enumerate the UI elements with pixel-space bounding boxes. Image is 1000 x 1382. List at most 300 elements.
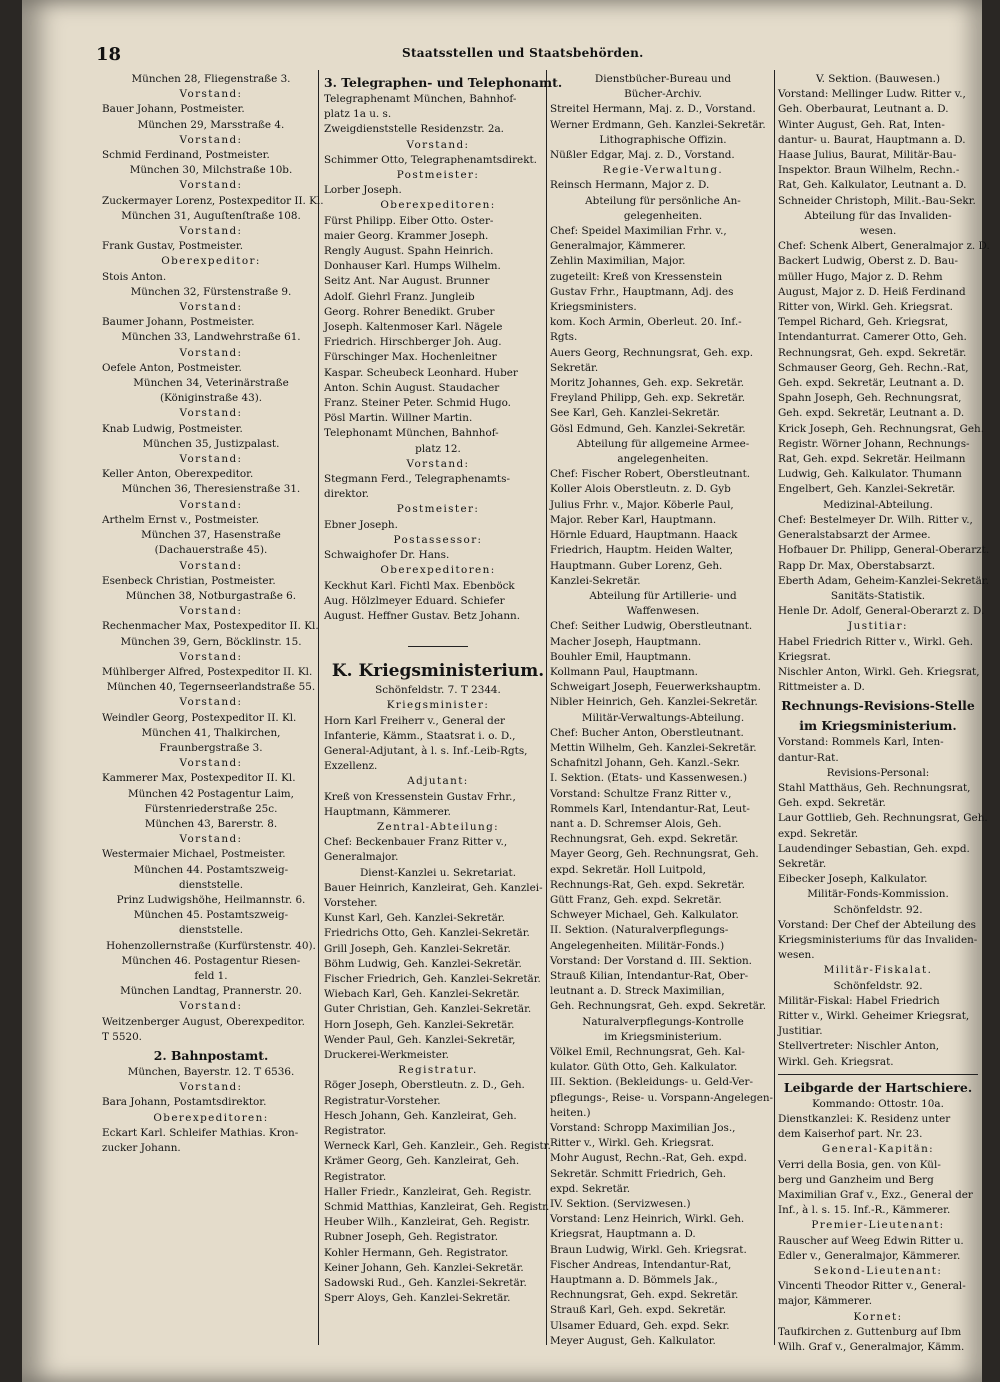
entry-line: August, Major z. D. Heiß Ferdinand bbox=[778, 285, 966, 298]
centered-line: Justitiar: bbox=[848, 620, 908, 633]
centered-line: feld 1. bbox=[194, 969, 228, 982]
entry-line: Registrator. bbox=[324, 1125, 387, 1137]
centered-line: V. Sektion. (Bauwesen.) bbox=[815, 73, 941, 85]
entry-line: Rommels Karl, Intendantur-Rat, Leut- bbox=[550, 802, 750, 815]
section-heading: 3. Telegraphen- und Telephonamt. bbox=[324, 75, 563, 90]
entry-line: Schneider Christoph, Milit.-Bau-Sekr. bbox=[778, 194, 976, 207]
centered-line: Schönfeldstr. 92. bbox=[833, 979, 923, 992]
centered-line: Vorstand: bbox=[179, 605, 243, 618]
entry-line: Röger Joseph, Oberstleutn. z. D., Geh. bbox=[324, 1079, 525, 1092]
entry-line: August. Heffner Gustav. Betz Johann. bbox=[324, 609, 521, 622]
entry-line: Infanterie, Kämm., Staatsrat i. o. D., bbox=[324, 729, 516, 742]
entry-line: leutnant a. D. Streck Maximilian, bbox=[550, 985, 725, 998]
centered-line: (Dachauerstraße 45). bbox=[154, 544, 268, 557]
section-heading: im Kriegsministerium. bbox=[799, 718, 957, 734]
entry-line: Chef: Bucher Anton, Oberstleutnant. bbox=[550, 726, 744, 739]
entry-line: Kriegsrat. bbox=[778, 650, 831, 663]
entry-line: Laur Gottlieb, Geh. Rechnungsrat, Geh. bbox=[778, 812, 988, 825]
entry-line: Wilh. Graf v., Generalmajor, Kämm. bbox=[778, 1341, 965, 1354]
entry-line: Stois Anton. bbox=[102, 270, 167, 283]
entry-line: Chef: Seither Ludwig, Oberstleutnant. bbox=[550, 620, 753, 633]
entry-line: Arthelm Ernst v., Postmeister. bbox=[102, 513, 260, 526]
entry-line: müller Hugo, Major z. D. Rehm bbox=[778, 270, 943, 283]
entry-line: Laudendinger Sebastian, Geh. expd. bbox=[778, 842, 970, 855]
entry-line: Vorstand: Der Vorstand d. III. Sektion. bbox=[550, 954, 752, 967]
entry-line: Kriegsministers. bbox=[550, 301, 637, 314]
entry-line: Mettin Wilhelm, Geh. Kanzlei-Sekretär. bbox=[550, 741, 757, 754]
entry-line: Koller Alois Oberstleutn. z. D. Gyb bbox=[550, 483, 731, 496]
entry-line: Generalmajor, Kämmerer. bbox=[550, 240, 686, 253]
centered-line: Abteilung für allgemeine Armee- bbox=[576, 437, 750, 450]
centered-line: München 30, Milchstraße 10b. bbox=[129, 164, 293, 177]
centered-line: Dienst-Kanzlei u. Sekretariat. bbox=[359, 866, 517, 879]
entry-line: Rengly August. Spahn Heinrich. bbox=[324, 245, 494, 258]
entry-line: Krick Joseph, Geh. Rechnungsrat, Geh. bbox=[778, 422, 985, 435]
entry-line: II. Sektion. (Naturalverpflegungs- bbox=[550, 924, 729, 937]
entry-line: Bauer Johann, Postmeister. bbox=[102, 103, 245, 116]
entry-line: Kriegsrat, Hauptmann a. D. bbox=[550, 1228, 696, 1241]
entry-line: Inf., à l. s. 15. Inf.-R., Kämmerer. bbox=[778, 1204, 951, 1217]
entry-line: Chef: Speidel Maximilian Frhr. v., bbox=[550, 225, 727, 238]
entry-line: Sadowski Rud., Geh. Kanzlei-Sekretär. bbox=[324, 1277, 527, 1290]
entry-line: Keller Anton, Oberexpeditor. bbox=[102, 468, 254, 481]
entry-line: Mohr August, Rechn.-Rat, Geh. expd. bbox=[550, 1152, 747, 1165]
entry-line: Nüßler Edgar, Maj. z. D., Vorstand. bbox=[550, 149, 735, 162]
entry-line: Rat, Geh. expd. Sekretär. Heilmann bbox=[778, 453, 966, 466]
entry-line: Schmauser Georg, Geh. Rechn.-Rat, bbox=[778, 361, 969, 374]
centered-line: Revisions-Personal: bbox=[826, 766, 930, 779]
centered-line: München 46. Postagentur Riesen- bbox=[121, 954, 301, 967]
entry-line: Frank Gustav, Postmeister. bbox=[102, 240, 244, 253]
entry-line: direktor. bbox=[324, 488, 369, 501]
entry-line: Geh. expd. Sekretär, Leutnant a. D. bbox=[778, 377, 965, 390]
centered-line: (Königinstraße 43). bbox=[159, 392, 263, 405]
entry-line: Henle Dr. Adolf, General-Oberarzt z. D. bbox=[778, 605, 985, 618]
entry-line: Friedrich. Hirschberger Joh. Aug. bbox=[324, 336, 502, 349]
entry-line: Major. Reber Karl, Hauptmann. bbox=[550, 513, 717, 526]
entry-line: Donhauser Karl. Humps Wilhelm. bbox=[324, 260, 501, 273]
entry-line: T 5520. bbox=[102, 1030, 142, 1043]
centered-line: Vorstand: bbox=[179, 757, 243, 770]
entry-line: Strauß Kilian, Intendantur-Rat, Ober- bbox=[550, 969, 749, 982]
entry-line: Nischler Anton, Wirkl. Geh. Kriegsrat, bbox=[778, 665, 980, 678]
entry-line: Krämer Georg, Geh. Kanzleirat, Geh. bbox=[324, 1155, 520, 1168]
entry-line: Haase Julius, Baurat, Militär-Bau- bbox=[778, 149, 957, 162]
entry-line: Taufkirchen z. Guttenburg auf Ibm bbox=[778, 1325, 962, 1338]
entry-line: Kammerer Max, Postexpeditor II. Kl. bbox=[102, 772, 296, 785]
centered-line: München Landtag, Prannerstr. 20. bbox=[120, 985, 302, 998]
entry-line: Sekretär. bbox=[550, 361, 599, 374]
entry-line: Reinsch Hermann, Major z. D. bbox=[550, 179, 710, 192]
directory-page bbox=[22, 0, 990, 1382]
entry-line: expd. Sekretär. bbox=[550, 1182, 631, 1195]
centered-line: Kriegsminister: bbox=[386, 699, 490, 712]
entry-line: Chef: Fischer Robert, Oberstleutnant. bbox=[550, 468, 751, 481]
centered-line: Prinz Ludwigshöhe, Heilmannstr. 6. bbox=[116, 893, 306, 906]
centered-line: Fraunbergstraße 3. bbox=[159, 741, 263, 754]
centered-line: Kommando: Ottostr. 10a. bbox=[812, 1097, 944, 1110]
entry-line: Ebner Joseph. bbox=[324, 518, 398, 531]
centered-line: Kornet: bbox=[853, 1310, 903, 1323]
centered-line: München 34, Veterinärstraße bbox=[133, 377, 289, 390]
entry-line: Hauptmann, Kämmerer. bbox=[324, 805, 451, 818]
entry-line: Winter August, Geh. Rat, Inten- bbox=[778, 118, 945, 131]
entry-line: Wirkl. Geh. Kriegsrat. bbox=[778, 1055, 894, 1068]
centered-line: München 41, Thalkirchen, bbox=[141, 726, 281, 739]
entry-line: Inspektor. Braun Wilhelm, Rechn.- bbox=[778, 164, 960, 177]
centered-line: München 28, Fliegenstraße 3. bbox=[131, 73, 291, 85]
entry-line: Wender Paul, Geh. Kanzlei-Sekretär, bbox=[324, 1033, 516, 1046]
entry-line: Chef: Bestelmeyer Dr. Wilh. Ritter v., bbox=[778, 513, 973, 526]
entry-line: Kreß von Kressenstein Gustav Frhr., bbox=[324, 790, 516, 803]
entry-line: Horn Joseph, Geh. Kanzlei-Sekretär. bbox=[324, 1018, 515, 1031]
entry-line: Böhm Ludwig, Geh. Kanzlei-Sekretär. bbox=[324, 957, 522, 970]
entry-line: Vorstand: Schropp Maximilian Jos., bbox=[550, 1122, 736, 1135]
entry-line: Ulsamer Eduard, Geh. expd. Sekr. bbox=[550, 1319, 730, 1332]
centered-line: München 40, Tegernseerlandstraße 55. bbox=[106, 681, 316, 694]
entry-line: Ritter von, Wirkl. Geh. Kriegsrat. bbox=[778, 301, 953, 314]
centered-line: Abteilung für persönliche An- bbox=[585, 194, 741, 207]
entry-line: Telegraphenamt München, Bahnhof- bbox=[324, 93, 517, 105]
centered-line: Fürstenriederstraße 25c. bbox=[144, 802, 278, 815]
entry-line: Exzellenz. bbox=[324, 760, 378, 773]
entry-line: I. Sektion. (Etats- und Kassenwesen.) bbox=[550, 772, 748, 785]
centered-line: München, Bayerstr. 12. T 6536. bbox=[127, 1066, 295, 1078]
entry-line: Spahn Joseph, Geh. Rechnungsrat, bbox=[778, 392, 962, 405]
centered-line: Dienstbücher-Bureau und bbox=[594, 73, 732, 85]
entry-line: Fischer Andreas, Intendantur-Rat, bbox=[550, 1258, 732, 1271]
centered-line: Vorstand: bbox=[179, 498, 243, 511]
entry-line: IV. Sektion. (Servizwesen.) bbox=[550, 1198, 691, 1211]
entry-line: Druckerei-Werkmeister. bbox=[324, 1048, 449, 1061]
centered-line: München 39, Gern, Böcklinstr. 15. bbox=[120, 635, 302, 648]
centered-line: München 29, Marsstraße 4. bbox=[137, 118, 285, 131]
entry-line: Registr. Wörner Johann, Rechnungs- bbox=[778, 437, 970, 450]
entry-line: Kohler Hermann, Geh. Registrator. bbox=[324, 1246, 509, 1259]
entry-line: Rechenmacher Max, Postexpeditor II. Kl. bbox=[102, 620, 319, 633]
entry-line: Rechnungsrat, Geh. expd. Sekretär. bbox=[550, 1289, 739, 1302]
entry-line: Moritz Johannes, Geh. exp. Sekretär. bbox=[550, 377, 745, 390]
centered-line: Waffenwesen. bbox=[626, 605, 700, 618]
centered-line: München 37, Hasenstraße bbox=[141, 529, 281, 542]
centered-line: München 33, Landwehrstraße 61. bbox=[121, 331, 301, 344]
entry-line: Stegmann Ferd., Telegraphenamts- bbox=[324, 473, 510, 486]
entry-line: Zehlin Maximilian, Major. bbox=[550, 255, 686, 268]
centered-line: München 38, Notburgastraße 6. bbox=[125, 589, 297, 602]
section-rule bbox=[778, 1074, 978, 1075]
entry-line: Schweyer Michael, Geh. Kalkulator. bbox=[550, 909, 739, 922]
entry-line: Pösl Martin. Willner Martin. bbox=[324, 412, 473, 425]
centered-line: Oberexpeditoren: bbox=[380, 199, 496, 212]
centered-line: Sanitäts-Statistik. bbox=[830, 589, 926, 602]
centered-line: platz 12. bbox=[415, 442, 461, 455]
entry-line: Strauß Karl, Geh. expd. Sekretär. bbox=[550, 1304, 727, 1317]
entry-line: Rittmeister a. D. bbox=[778, 681, 865, 694]
centered-line: Schönfeldstr. 92. bbox=[833, 903, 923, 916]
entry-line: Fürschinger Max. Hochenleitner bbox=[324, 351, 497, 364]
entry-line: Fischer Friedrich, Geh. Kanzlei-Sekretär. bbox=[324, 972, 541, 985]
entry-line: Werner Erdmann, Geh. Kanzlei-Sekretär. bbox=[550, 118, 766, 131]
entry-line: Adolf. Giehrl Franz. Jungleib bbox=[324, 290, 475, 303]
centered-line: München 36, Theresienstraße 31. bbox=[121, 483, 301, 496]
centered-line: Militär-Fonds-Kommission. bbox=[807, 888, 949, 901]
centered-line: Vorstand: bbox=[406, 138, 470, 151]
section-heading: 2. Bahnpostamt. bbox=[153, 1048, 269, 1063]
entry-line: zugeteilt: Kreß von Kressenstein bbox=[550, 270, 723, 283]
column-1 bbox=[102, 72, 324, 1342]
entry-line: Baumer Johann, Postmeister. bbox=[102, 316, 255, 329]
entry-line: Telephonamt München, Bahnhof- bbox=[324, 427, 499, 440]
entry-line: Zuckermayer Lorenz, Postexpeditor II. Kl. bbox=[102, 194, 324, 207]
entry-line: Gustav Frhr., Hauptmann, Adj. des bbox=[550, 285, 734, 298]
entry-line: Kriegsministeriums für das Invaliden- bbox=[778, 933, 978, 946]
entry-line: Militär-Fiskal: Habel Friedrich bbox=[778, 994, 940, 1007]
entry-line: Stahl Matthäus, Geh. Rechnungsrat, bbox=[778, 781, 971, 794]
entry-line: Kaspar. Scheubeck Leonhard. Huber bbox=[324, 366, 518, 379]
entry-line: Eberth Adam, Geheim-Kanzlei-Sekretär. bbox=[778, 574, 989, 587]
entry-line: Chef: Schenk Albert, Generalmajor z. D. bbox=[778, 240, 990, 253]
entry-line: Schmid Ferdinand, Postmeister. bbox=[102, 149, 270, 162]
centered-line: dienststelle. bbox=[178, 878, 244, 891]
entry-line: Julius Frhr. v., Major. Köberle Paul, bbox=[550, 498, 734, 511]
centered-line: Oberexpeditoren: bbox=[380, 564, 496, 577]
centered-line: Vorstand: bbox=[179, 453, 243, 466]
entry-line: Fürst Philipp. Eiber Otto. Oster- bbox=[324, 214, 494, 227]
entry-line: Kollmann Paul, Hauptmann. bbox=[550, 665, 698, 678]
entry-line: Joseph. Kaltenmoser Karl. Nägele bbox=[324, 321, 503, 334]
entry-line: Georg. Rohrer Benedikt. Gruber bbox=[324, 305, 495, 318]
entry-line: Rubner Joseph, Geh. Registrator. bbox=[324, 1231, 499, 1244]
entry-line: Anton. Schin August. Staudacher bbox=[324, 381, 500, 394]
entry-line: General-Adjutant, à l. s. Inf.-Leib-Rgts, bbox=[324, 744, 528, 757]
entry-line: Bouhler Emil, Hauptmann. bbox=[550, 650, 692, 663]
entry-line: Franz. Steiner Peter. Schmid Hugo. bbox=[324, 397, 511, 410]
entry-line: Hauptmann. Guber Lorenz, Geh. bbox=[550, 559, 723, 572]
entry-line: kom. Koch Armin, Oberleut. 20. Inf.- bbox=[550, 316, 742, 329]
entry-line: wesen. bbox=[778, 949, 815, 962]
entry-line: Schweigart Joseph, Feuerwerkshauptm. bbox=[550, 681, 761, 694]
centered-line: München 35, Justizpalast. bbox=[142, 437, 280, 450]
entry-line: Kanzlei-Sekretär. bbox=[550, 574, 641, 587]
centered-line: Zentral-Abteilung: bbox=[376, 820, 500, 833]
entry-line: Heuber Wilh., Kanzleirat, Geh. Registr. bbox=[324, 1216, 530, 1229]
centered-line: Vorstand: bbox=[179, 301, 243, 314]
centered-line: im Kriegsministerium. bbox=[604, 1030, 722, 1043]
centered-line: Hohenzollernstraße (Kurfürstenstr. 40). bbox=[106, 939, 316, 952]
centered-line: Oberexpeditor: bbox=[161, 255, 261, 268]
entry-line: Weindler Georg, Postexpeditor II. Kl. bbox=[102, 711, 297, 724]
section-heading: Rechnungs-Revisions-Stelle bbox=[781, 698, 975, 714]
entry-line: Geh. Oberbaurat, Leutnant a. D. bbox=[778, 103, 949, 116]
entry-line: Ludwig, Geh. Kalkulator. Thumann bbox=[778, 468, 962, 481]
entry-line: Hörnle Eduard, Hauptmann. Haack bbox=[550, 529, 738, 542]
entry-line: Geh. Rechnungsrat, Geh. expd. Sekretär. bbox=[550, 1000, 767, 1013]
entry-line: Mühlberger Alfred, Postexpeditor II. Kl. bbox=[102, 665, 313, 678]
entry-line: Dienstkanzlei: K. Residenz unter bbox=[778, 1113, 951, 1125]
entry-line: Nibler Heinrich, Geh. Kanzlei-Sekretär. bbox=[550, 696, 758, 709]
entry-line: Sekretär. bbox=[778, 857, 827, 870]
entry-line: Rechnungsrat, Geh. expd. Sekretär. bbox=[778, 346, 967, 359]
entry-line: heiten.) bbox=[550, 1106, 591, 1119]
section-heading: Leibgarde der Hartschiere. bbox=[783, 1079, 973, 1095]
column-2 bbox=[324, 72, 563, 1342]
entry-line: expd. Sekretär. bbox=[778, 827, 859, 840]
entry-line: Kunst Karl, Geh. Kanzlei-Sekretär. bbox=[324, 912, 505, 925]
entry-line: maier Georg. Krammer Joseph. bbox=[324, 229, 489, 242]
entry-line: Braun Ludwig, Wirkl. Geh. Kriegsrat. bbox=[550, 1243, 747, 1256]
entry-line: Vorstand: Rommels Karl, Inten- bbox=[778, 736, 944, 749]
centered-line: Premier-Lieutenant: bbox=[811, 1219, 945, 1232]
entry-line: Werneck Karl, Geh. Kanzleir., Geh. Registr. bbox=[324, 1140, 551, 1153]
centered-line: wesen. bbox=[859, 225, 897, 238]
entry-line: Schwaighofer Dr. Hans. bbox=[324, 549, 450, 562]
entry-line: Westermaier Michael, Postmeister. bbox=[102, 848, 286, 861]
centered-line: dienststelle. bbox=[178, 924, 244, 937]
entry-line: Friedrichs Otto, Geh. Kanzlei-Sekretär. bbox=[324, 927, 530, 940]
entry-line: Stellvertreter: Nischler Anton, bbox=[778, 1040, 940, 1053]
centered-line: Postmeister: bbox=[396, 169, 480, 182]
entry-line: Bara Johann, Postamtsdirektor. bbox=[102, 1096, 267, 1109]
entry-line: Tempel Richard, Geh. Kriegsrat, bbox=[778, 316, 949, 329]
entry-line: Wiebach Karl, Geh. Kanzlei-Sekretär. bbox=[324, 988, 520, 1001]
entry-line: Chef: Beckenbauer Franz Ritter v., bbox=[324, 836, 508, 849]
entry-line: Intendanturrat. Camerer Otto, Geh. bbox=[778, 331, 967, 344]
centered-line: Postassessor: bbox=[393, 533, 483, 546]
entry-line: Lorber Joseph. bbox=[324, 184, 402, 197]
entry-line: Registratur-Vorsteher. bbox=[324, 1094, 441, 1107]
entry-line: Backert Ludwig, Oberst z. D. Bau- bbox=[778, 255, 959, 268]
entry-line: Vorstand: Der Chef der Abteilung des bbox=[778, 918, 976, 931]
entry-line: Hesch Johann, Geh. Kanzleirat, Geh. bbox=[324, 1109, 517, 1122]
centered-line: Registratur. bbox=[398, 1064, 478, 1077]
entry-line: Hofbauer Dr. Philipp, General-Oberarzt. bbox=[778, 544, 990, 557]
centered-line: Abteilung für das Invaliden- bbox=[804, 209, 952, 222]
centered-line: München 43, Barerstr. 8. bbox=[144, 817, 278, 830]
entry-line: platz 1a u. s. bbox=[324, 108, 392, 121]
centered-line: Vorstand: bbox=[179, 225, 243, 238]
entry-line: Schafnitzl Johann, Geh. Kanzl.-Sekr. bbox=[550, 757, 740, 770]
entry-line: Schimmer Otto, Telegraphenamtsdirekt. bbox=[324, 153, 537, 166]
entry-line: Sperr Aloys, Geh. Kanzlei-Sekretär. bbox=[324, 1292, 511, 1305]
entry-line: Rauscher auf Weeg Edwin Ritter u. bbox=[778, 1234, 964, 1247]
entry-line: Keiner Johann, Geh. Kanzlei-Sekretär. bbox=[324, 1261, 524, 1274]
page-number: 18 bbox=[96, 44, 122, 65]
centered-line: Schönfeldstr. 7. T 2344. bbox=[375, 684, 501, 697]
entry-line: See Karl, Geh. Kanzlei-Sekretär. bbox=[550, 407, 720, 420]
centered-line: Militär-Fiskalat. bbox=[823, 964, 933, 977]
entry-line: Friedrich, Hauptm. Heiden Walter, bbox=[550, 544, 734, 557]
entry-line: Mayer Georg, Geh. Rechnungsrat, Geh. bbox=[550, 848, 759, 861]
entry-line: Rapp Dr. Max, Oberstabsarzt. bbox=[778, 559, 936, 572]
entry-line: Streitel Hermann, Maj. z. D., Vorstand. bbox=[550, 103, 756, 116]
column-3 bbox=[550, 72, 776, 1347]
entry-line: Engelbert, Geh. Kanzlei-Sekretär. bbox=[778, 483, 956, 496]
entry-line: Edler v., Generalmajor, Kämmerer. bbox=[778, 1249, 961, 1262]
entry-line: Ritter v., Wirkl. Geh. Kriegsrat. bbox=[550, 1137, 715, 1150]
entry-line: Grill Joseph, Geh. Kanzlei-Sekretär. bbox=[324, 942, 511, 955]
entry-line: Verri della Bosia, gen. von Kül- bbox=[778, 1158, 941, 1171]
centered-line: Vorstand: bbox=[179, 559, 243, 572]
entry-line: Registrator. bbox=[324, 1170, 387, 1183]
centered-line: Naturalverpflegungs-Kontrolle bbox=[582, 1015, 744, 1028]
entry-line: Völkel Emil, Rechnungsrat, Geh. Kal- bbox=[550, 1046, 745, 1058]
entry-line: Geh. expd. Sekretär, Leutnant a. D. bbox=[778, 407, 965, 420]
centered-line: gelegenheiten. bbox=[623, 209, 703, 222]
entry-line: Ritter v., Wirkl. Geheimer Kriegsrat, bbox=[778, 1009, 970, 1022]
entry-line: Esenbeck Christian, Postmeister. bbox=[102, 574, 276, 587]
entry-line: Rechnungsrat, Geh. expd. Sekretär. bbox=[550, 833, 739, 846]
centered-line: Vorstand: bbox=[406, 457, 470, 470]
entry-line: Seitz Ant. Nar August. Brunner bbox=[324, 275, 490, 288]
entry-line: Gösl Edmund, Geh. Kanzlei-Sekretär. bbox=[550, 422, 746, 435]
entry-line: Aug. Hölzlmeyer Eduard. Schiefer bbox=[324, 594, 505, 607]
entry-line: Rechnungs-Rat, Geh. expd. Sekretär. bbox=[550, 878, 745, 891]
centered-line: Adjutant: bbox=[407, 775, 469, 788]
entry-line: Meyer August, Geh. Kalkulator. bbox=[550, 1334, 716, 1347]
entry-line: dantur-Rat. bbox=[778, 751, 839, 764]
centered-line: Vorstand: bbox=[179, 88, 243, 101]
column-4 bbox=[778, 72, 990, 1354]
centered-line: angelegenheiten. bbox=[617, 453, 709, 466]
entry-line: dantur- u. Baurat, Hauptmann a. D. bbox=[778, 133, 966, 146]
centered-line: Vorstand: bbox=[179, 1081, 243, 1094]
entry-line: Habel Friedrich Ritter v., Wirkl. Geh. bbox=[778, 635, 974, 648]
entry-line: Schmid Matthias, Kanzleirat, Geh. Registr. bbox=[324, 1201, 550, 1214]
centered-line: Regie-Verwaltung. bbox=[602, 164, 724, 177]
entry-line: Rat, Geh. Kalkulator, Leutnant a. D. bbox=[778, 179, 967, 192]
entry-line: Vorstand: Lenz Heinrich, Wirkl. Geh. bbox=[550, 1213, 745, 1226]
centered-line: Postmeister: bbox=[396, 503, 480, 516]
centered-line: Vorstand: bbox=[179, 407, 243, 420]
centered-line: General-Kapitän: bbox=[821, 1143, 935, 1156]
centered-line: Oberexpeditoren: bbox=[153, 1111, 269, 1124]
entry-line: Weitzenberger August, Oberexpeditor. bbox=[102, 1015, 305, 1028]
entry-line: nant a. D. Schremser Alois, Geh. bbox=[550, 817, 722, 830]
entry-line: zucker Johann. bbox=[102, 1142, 181, 1155]
entry-line: Vincenti Theodor Ritter v., General- bbox=[778, 1280, 966, 1293]
entry-line: Zweigdienststelle Residenzstr. 2a. bbox=[324, 123, 504, 136]
entry-line: Horn Karl Freiherr v., General der bbox=[324, 714, 505, 727]
centered-line: München 31, Auguſtenſtraße 108. bbox=[121, 209, 301, 222]
entry-line: Oefele Anton, Postmeister. bbox=[102, 361, 242, 374]
entry-line: Guter Christian, Geh. Kanzlei-Sekretär. bbox=[324, 1003, 532, 1016]
entry-line: Maximilian Graf v., Exz., General der bbox=[778, 1189, 973, 1202]
entry-line: Vorstand: Mellinger Ludw. Ritter v., bbox=[778, 88, 966, 101]
centered-line: München 44. Postamtszweig- bbox=[133, 863, 289, 876]
entry-line: Eckart Karl. Schleifer Mathias. Kron- bbox=[102, 1126, 299, 1139]
entry-line: Keckhut Karl. Fichtl Max. Ebenböck bbox=[324, 579, 515, 592]
entry-line: Angelegenheiten. Militär-Fonds.) bbox=[550, 939, 725, 952]
centered-line: Vorstand: bbox=[179, 1000, 243, 1013]
entry-line: Justitiar. bbox=[778, 1025, 823, 1038]
centered-line: Abteilung für Artillerie- und bbox=[589, 589, 737, 602]
entry-line: Macher Joseph, Hauptmann. bbox=[550, 635, 702, 648]
entry-line: major, Kämmerer. bbox=[778, 1295, 873, 1308]
section-rule bbox=[408, 646, 468, 647]
entry-line: kulator. Güth Otto, Geh. Kalkulator. bbox=[550, 1061, 738, 1074]
entry-line: Knab Ludwig, Postmeister. bbox=[102, 422, 243, 435]
entry-line: Gütt Franz, Geh. expd. Sekretär. bbox=[550, 893, 722, 906]
centered-line: Vorstand: bbox=[179, 833, 243, 846]
centered-line: Vorstand: bbox=[179, 179, 243, 192]
entry-line: Vorstand: Schultze Franz Ritter v., bbox=[550, 787, 732, 800]
entry-line: Eibecker Joseph, Kalkulator. bbox=[778, 873, 928, 886]
centered-line: München 32, Fürstenstraße 9. bbox=[130, 285, 292, 298]
entry-line: Rgts. bbox=[550, 331, 578, 344]
centered-line: Lithographische Offizin. bbox=[599, 133, 727, 146]
entry-line: III. Sektion. (Bekleidungs- u. Geld-Ver- bbox=[550, 1076, 753, 1089]
entry-line: dem Kaiserhof part. Nr. 23. bbox=[778, 1128, 923, 1141]
